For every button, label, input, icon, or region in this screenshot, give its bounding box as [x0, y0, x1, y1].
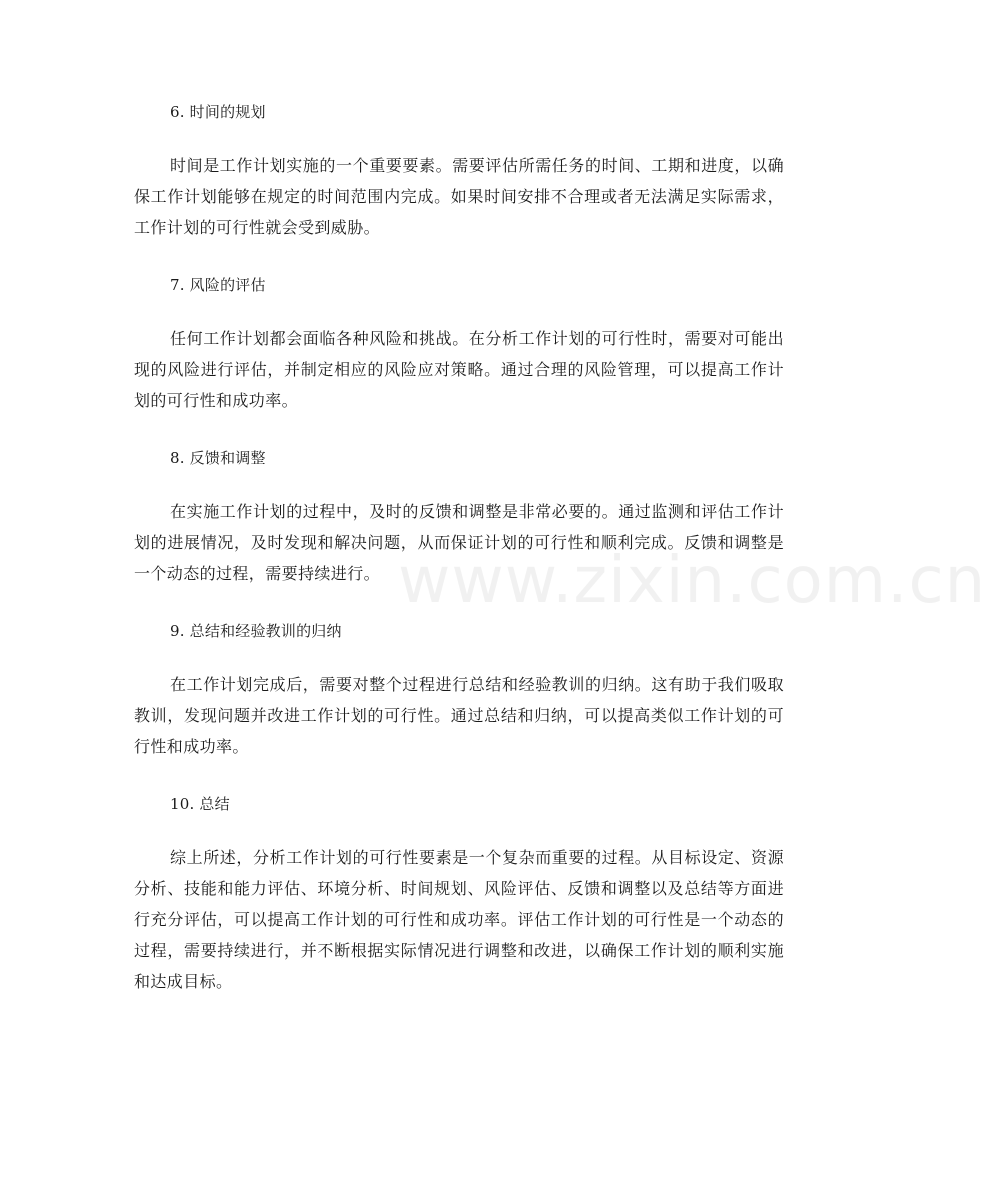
section-heading: 10. 总结 [170, 795, 230, 813]
section-paragraph: 综上所述，分析工作计划的可行性要素是一个复杂而重要的过程。从目标设定、资源分析、技能和能力评估、环境分析、时间规划、风险评估、反馈和调整以及总结等方面进行充分评估，可以提高工作计划的可行性和成功率。评估工作计划的可行性是一个动态的过程，需要持续进行，并不断根据实际情况进行调整和改进，以确保工作计划的顺利实施和达成目标。 [134, 848, 784, 991]
section-risk-assessment [134, 275, 784, 416]
section-spacer [134, 589, 784, 621]
section-spacer [134, 243, 784, 275]
section-feedback-adjustment [134, 448, 784, 589]
section-paragraph: 在工作计划完成后，需要对整个过程进行总结和经验教训的归纳。这有助于我们吸取教训，发现问题并改进工作计划的可行性。通过总结和归纳，可以提高类似工作计划的可行性和成功率。 [134, 675, 784, 756]
section-time-planning [134, 102, 784, 243]
section-lessons-learned [134, 621, 784, 762]
section-heading: 6. 时间的规划 [170, 103, 266, 121]
section-heading: 9. 总结和经验教训的归纳 [170, 622, 342, 640]
section-paragraph: 任何工作计划都会面临各种风险和挑战。在分析工作计划的可行性时，需要对可能出现的风险进行评估，并制定相应的风险应对策略。通过合理的风险管理，可以提高工作计划的可行性和成功率。 [134, 329, 784, 410]
section-paragraph: 时间是工作计划实施的一个重要要素。需要评估所需任务的时间、工期和进度，以确保工作计划能够在规定的时间范围内完成。如果时间安排不合理或者无法满足实际需求，工作计划的可行性就会受到威胁。 [134, 156, 784, 237]
section-summary [134, 794, 784, 997]
section-spacer [134, 762, 784, 794]
document-body [134, 102, 784, 997]
section-heading: 7. 风险的评估 [170, 276, 266, 294]
section-heading: 8. 反馈和调整 [170, 449, 266, 467]
section-paragraph: 在实施工作计划的过程中，及时的反馈和调整是非常必要的。通过监测和评估工作计划的进展情况，及时发现和解决问题，从而保证计划的可行性和顺利完成。反馈和调整是一个动态的过程，需要持续进行。 [134, 502, 784, 583]
watermark-text: www.zixin.com.cn [398, 544, 986, 618]
section-spacer [134, 416, 784, 448]
